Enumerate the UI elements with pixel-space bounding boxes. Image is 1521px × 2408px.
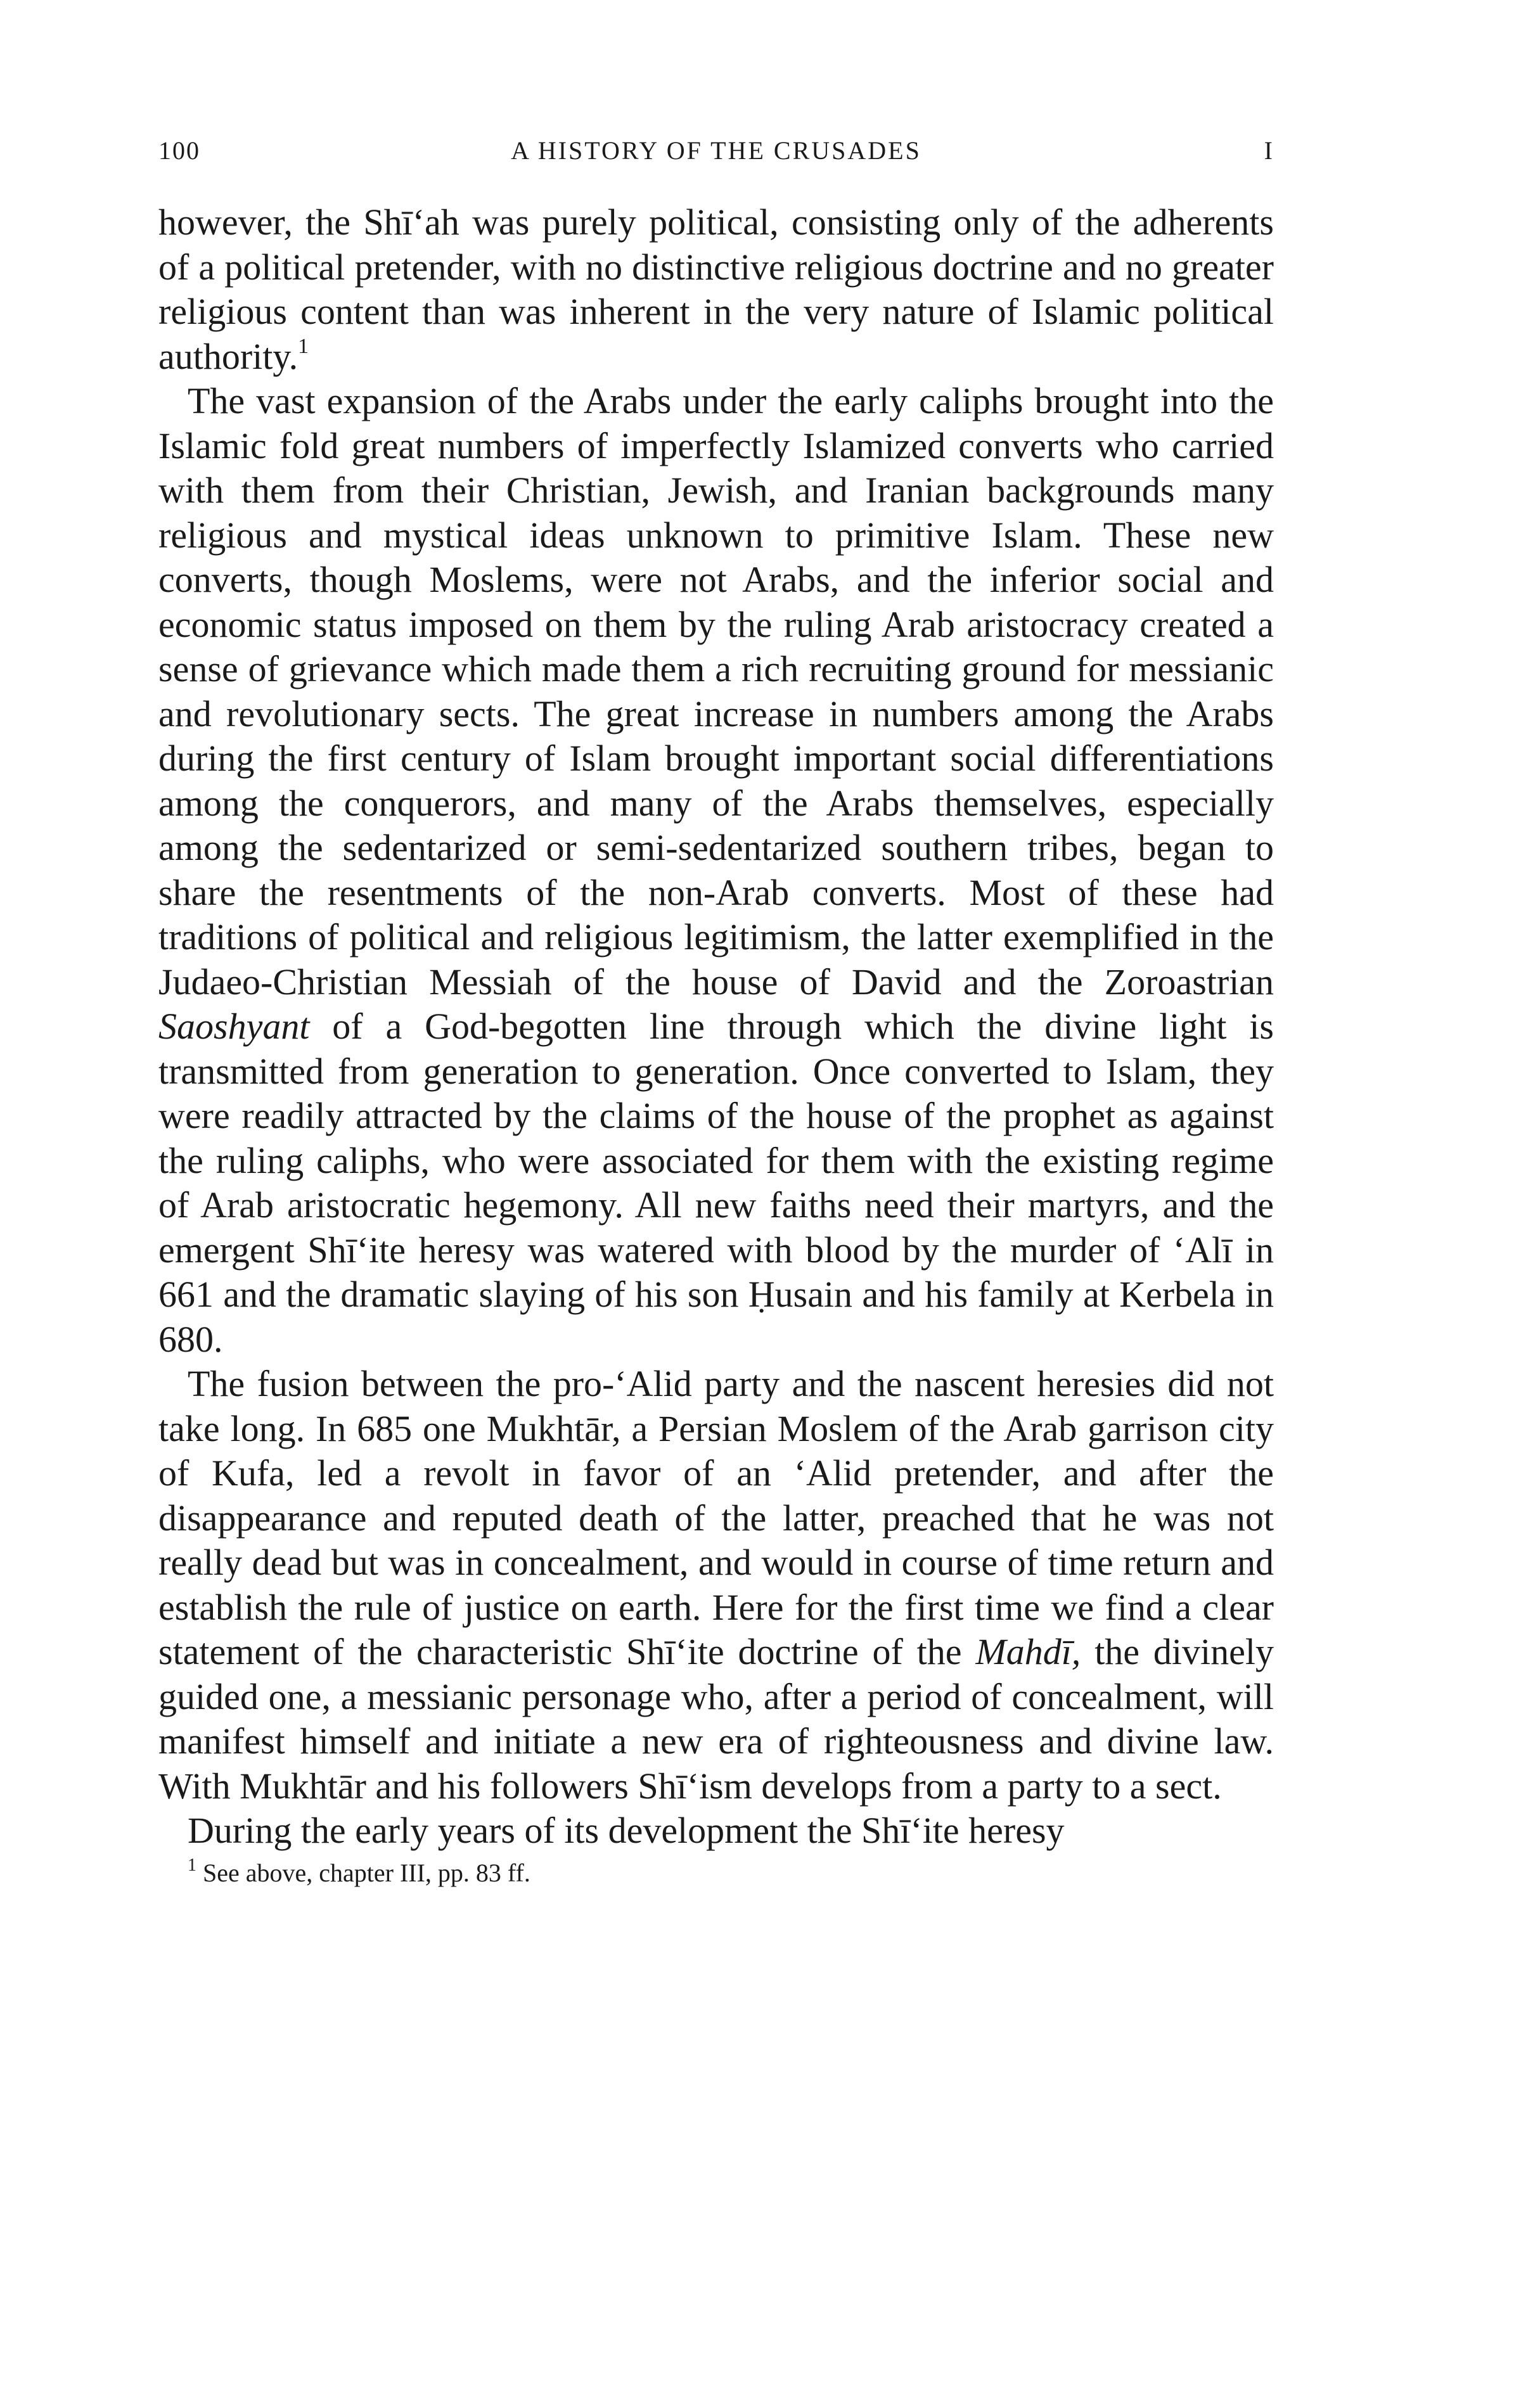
paragraph-3 bbox=[158, 1362, 1274, 1809]
body-text bbox=[158, 200, 1274, 1854]
footnote bbox=[158, 1857, 1274, 1889]
paragraph-4-text: During the early years of its development the Shī‘ite heresy bbox=[188, 1810, 1065, 1851]
running-head bbox=[158, 127, 1274, 177]
italic-term-mahdi: Mahdī, bbox=[975, 1631, 1081, 1672]
paragraph-3-text-b: the divinely guided one, a messianic personage who, after a period of concealment, will manifest himself and initiate a new era of righteousness and divine law. With Mukhtār and his followers Shī‘ism develops from a party to a sect. bbox=[158, 1631, 1274, 1807]
paragraph-1 bbox=[158, 200, 1274, 379]
running-title: A HISTORY OF THE CRUSADES bbox=[511, 136, 921, 165]
book-page bbox=[158, 127, 1274, 1889]
footnote-text: See above, chapter III, pp. 83 ff. bbox=[203, 1858, 530, 1887]
footnote-reference: 1 bbox=[298, 335, 309, 359]
paragraph-2 bbox=[158, 379, 1274, 1362]
paragraph-2-text-a: The vast expansion of the Arabs under the early caliphs brought into the Islamic fold great numbers of imperfectly Islamized converts who carried with them from their Christian, Jewish, and Iranian backgrounds many religious and mystical ideas unknown to primitive Islam. These new converts, though Moslems, were not Arabs, and the inferior social and economic status imposed on them by the ruling Arab aristocracy created a sense of grievance which made them a rich recruiting ground for messianic and revolutionary sects. The great increase in numbers among the Arabs during the first century of Islam brought important social differentiations among the conquerors, and many of the Arabs themselves, especially among the sedentarized or semi-sedentarized southern tribes, began to share the resentments of the non-Arab converts. Most of these had traditions of political and religious legitimism, the latter exemplified in the Judaeo-Christian Messiah of the house of David and the Zoroastrian bbox=[158, 380, 1274, 1002]
part-number: I bbox=[1264, 136, 1274, 165]
paragraph-2-text-b: of a God-begotten line through which the divine light is transmitted from generation to generation. Once converted to Islam, they were readily attracted by the claims of the house of the prophet as against the ruling caliphs, who were associated for them with the existing regime of Arab aristocratic hegemony. All new faiths need their martyrs, and the emergent Shī‘ite heresy was watered with blood by the murder of ‘Alī in 661 and the dramatic slaying of his son Ḥusain and his family at Kerbela in 680. bbox=[158, 1006, 1274, 1360]
paragraph-1-text: however, the Shī‘ah was purely political, consisting only of the adherents of a political pretender, with no distinctive religious doctrine and no greater religious content than was inherent in the very nature of Islamic political authority. bbox=[158, 202, 1274, 377]
footnote-marker: 1 bbox=[188, 1855, 196, 1876]
paragraph-4 bbox=[158, 1809, 1274, 1854]
italic-term-saoshyant: Saoshyant bbox=[158, 1006, 310, 1047]
paragraph-3-text-a: The fusion between the pro-‘Alid party and the nascent heresies did not take long. In 685 one Mukhtār, a Persian Moslem of the Arab garrison city of Kufa, led a revolt in favor of an ‘Alid pretender, and after the disappearance and reputed death of the latter, preached that he was not really dead but was in concealment, and would in course of time return and establish the rule of justice on earth. Here for the first time we find a clear statement of the characteristic Shī‘ite doctrine of the bbox=[158, 1363, 1274, 1672]
page-number: 100 bbox=[158, 136, 200, 165]
